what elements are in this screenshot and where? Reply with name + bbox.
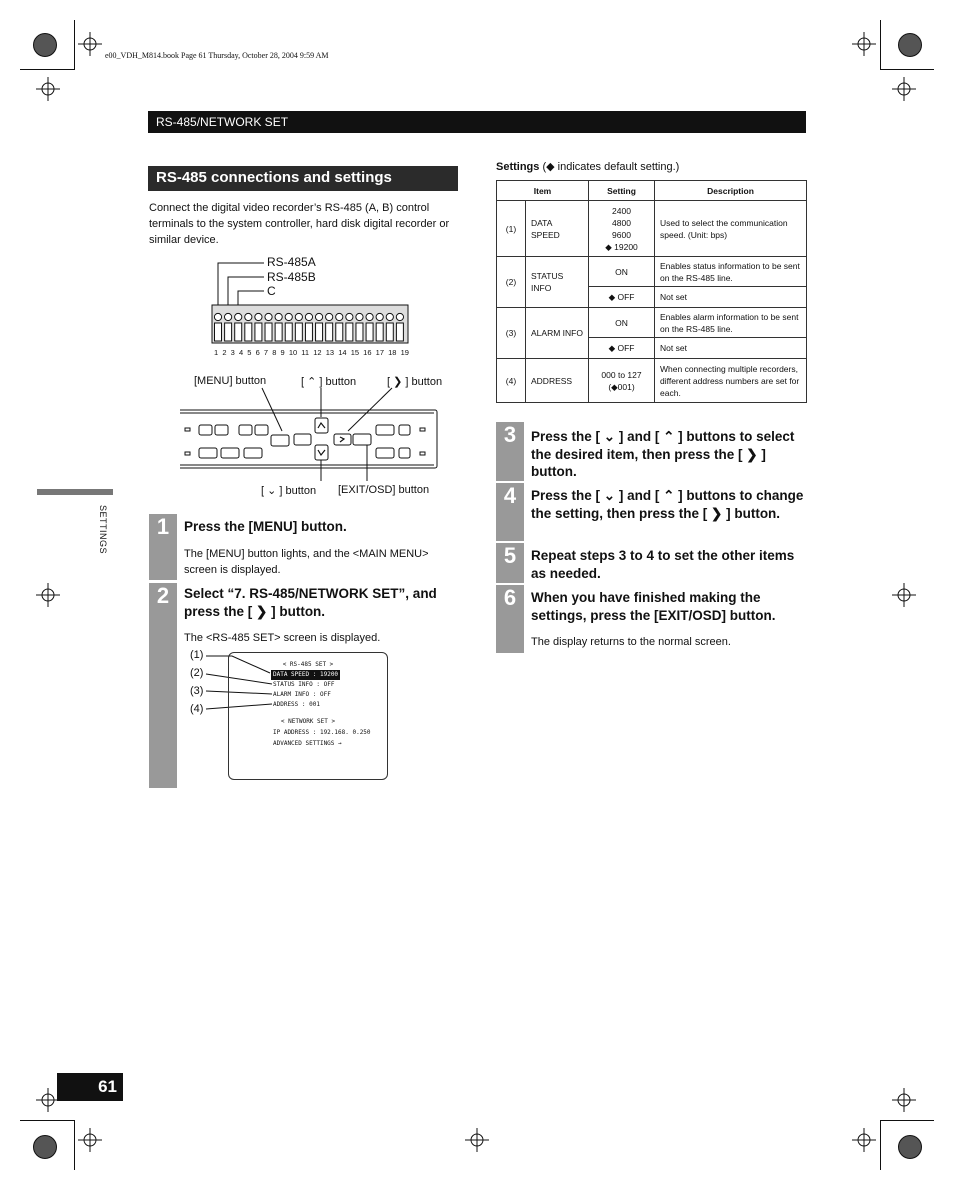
header-description: Description [655,181,807,201]
callout-1: (1) [190,649,204,661]
terminal-number: 4 [238,348,244,357]
table-row: (1) DATA SPEED 2400 4800 9600 ◆ 19200 Used to select the communication speed. (Unit: bps) [497,201,807,257]
settings-caption: Settings (◆ indicates default setting.) [496,161,680,173]
table-row: (4) ADDRESS 000 to 127 (◆001) When connecting multiple recorders, different address numbers are set for each. [497,359,807,403]
step-2-number: 2 [149,583,177,788]
exit-button-label: [EXIT/OSD] button [338,484,430,496]
table-row: ◆ OFF Not set [497,287,807,308]
table-row: ◆ OFF Not set [497,338,807,359]
settings-table [496,180,807,403]
table-header [497,181,807,201]
terminal-number: 1 [214,348,219,357]
callout-3: (3) [190,685,204,697]
osd-row-data-speed: DATA SPEED : 19200 [273,671,339,678]
header-label: RS-485/NETWORK SET [156,115,289,129]
step-1-title: Press the [MENU] button. [184,519,347,534]
terminal-number: 17 [375,348,384,357]
step-1-body: The [MENU] button lights, and the <MAIN MENU> screen is displayed. [184,548,429,576]
print-header: e00_VDH_M814.book Page 61 Thursday, October 28, 2004 9:59 AM [105,51,329,60]
osd-row-address: ADDRESS : 001 [273,701,320,708]
callout-2: (2) [190,667,204,679]
callout-4: (4) [190,703,204,715]
label-rs485b: RS-485B [267,270,316,284]
header-item: Item [497,181,589,201]
intro-text: Connect the digital video recorder’s RS-485 (A, B) control terminals to the system controller, hard disk digital recorder or similar device. [149,202,450,246]
down-button-label: [ ⌄ ] button [261,485,317,497]
terminal-number: 2 [222,348,227,357]
osd-screen [228,652,388,780]
step-4-title: Press the [ ⌄ ] and [ ⌃ ] buttons to change the setting, then press the [ ❯ ] button. [531,488,804,521]
terminal-number: 3 [230,348,235,357]
terminal-number: 7 [263,348,269,357]
osd-network-title: < NETWORK SET > [280,718,336,725]
page-number-box [57,1073,123,1101]
label-c: C [267,284,276,298]
menu-button-label: [MENU] button [194,375,267,387]
terminal-number: 8 [272,348,277,357]
terminal-number: 11 [301,348,310,357]
terminal-number: 9 [280,348,285,357]
step-2-title: Select “7. RS-485/NETWORK SET”, and press the [ ❯ ] button. [184,586,437,619]
terminal-number: 5 [247,348,252,357]
step-1-number: 1 [149,514,177,580]
osd-title: < RS-485 SET > [282,661,334,668]
step-5-title: Repeat steps 3 to 4 to set the other items as needed. [531,548,795,581]
label-rs485a: RS-485A [267,255,316,269]
terminal-number: 19 [400,348,409,357]
step-6-title: When you have finished making the settings, press the [EXIT/OSD] button. [531,590,776,623]
step-3-number: 3 [496,422,524,481]
step-6-body: The display returns to the normal screen. [531,636,731,648]
terminal-number: 18 [388,348,397,357]
osd-advanced-settings: ADVANCED SETTINGS → [273,740,342,747]
osd-row-status-info: STATUS INFO : OFF [273,681,335,688]
step-6-number: 6 [496,585,524,653]
side-label: SETTINGS [98,505,108,555]
terminal-number: 13 [325,348,335,357]
step-2-body: The <RS-485 SET> screen is displayed. [184,632,381,644]
right-button-label: [ ❯ ] button [387,376,443,388]
osd-row-alarm-info: ALARM INFO : OFF [273,691,331,698]
step-3-title: Press the [ ⌄ ] and [ ⌃ ] buttons to select the desired item, then press the [ ❯ ] button. [531,429,795,479]
header-setting: Setting [589,181,655,201]
page-number: 61 [98,1077,117,1096]
terminal-number: 14 [338,348,347,357]
section-title-text: RS-485 connections and settings [156,169,392,186]
osd-ip-address: IP ADDRESS : 192.168. 0.250 [273,729,371,736]
terminal-number: 10 [288,348,298,357]
up-button-label: [ ⌃ ] button [301,376,357,388]
terminal-number: 16 [363,348,372,357]
step-4-number: 4 [496,483,524,541]
terminal-number: 6 [255,348,260,357]
terminal-number: 12 [313,348,322,357]
step-5-number: 5 [496,543,524,583]
table-row: (2) STATUS INFO ON Enables status information to be sent on the RS-485 line. [497,257,807,287]
table-row: (3) ALARM INFO ON Enables alarm information to be sent on the RS-485 line. [497,308,807,338]
terminal-number: 15 [350,348,360,357]
